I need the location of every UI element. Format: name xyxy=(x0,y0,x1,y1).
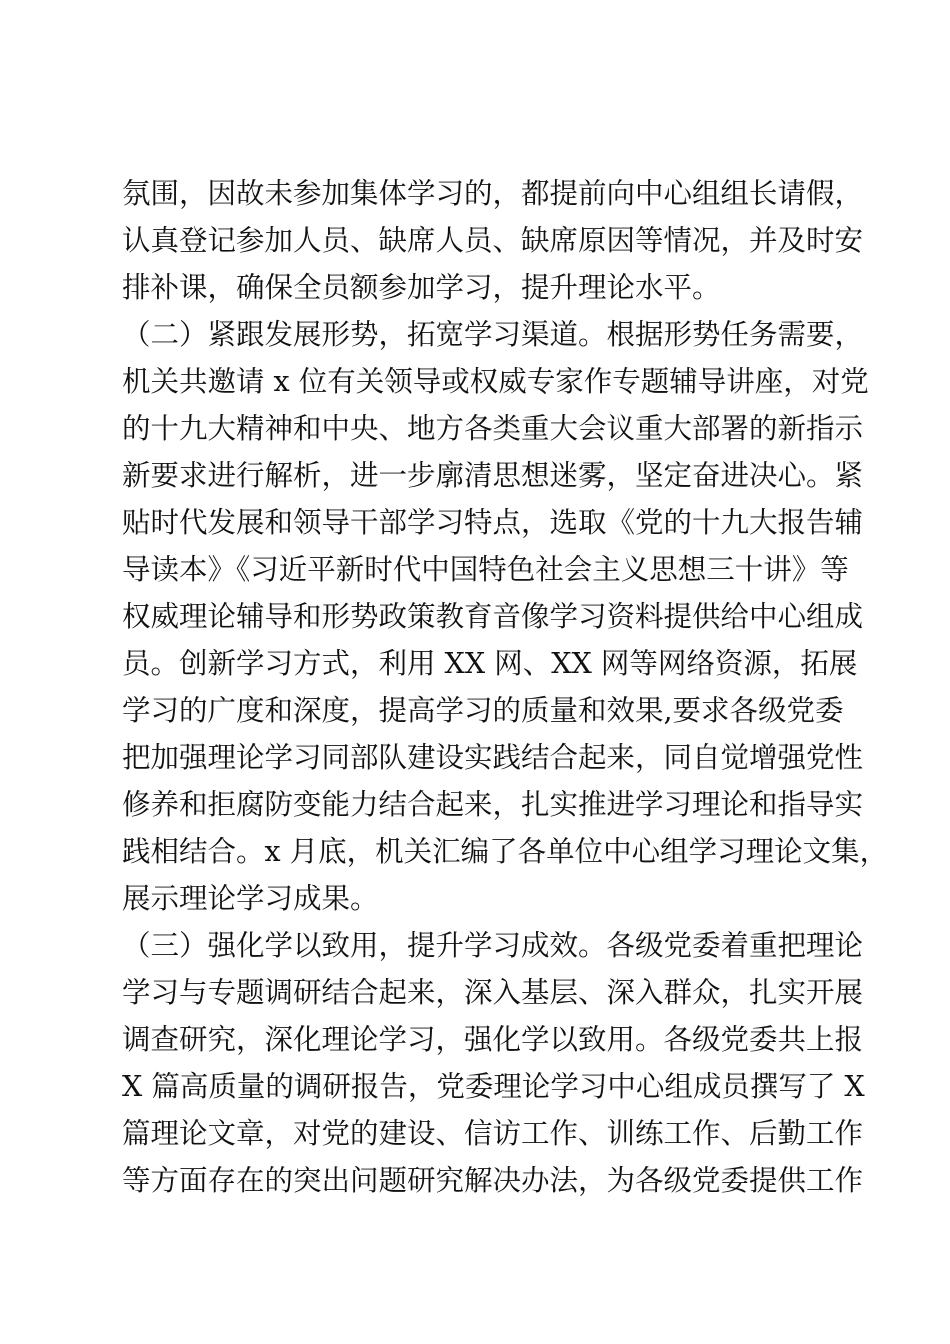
text-line: 等方面存在的突出问题研究解决办法，为各级党委提供工作 xyxy=(122,1164,864,1197)
text-line: 展示理论学习成果。 xyxy=(122,882,379,915)
text-line: 贴时代发展和领导干部学习特点，选取《党的十九大报告辅 xyxy=(122,506,864,539)
text-line: 权威理论辅导和形势政策教育音像学习资料提供给中心组成 xyxy=(122,600,864,633)
text-line: 学习与专题调研结合起来，深入基层、深入群众，扎实开展 xyxy=(122,976,864,1009)
text-line: 新要求进行解析，进一步廓清思想迷雾，坚定奋进决心。紧 xyxy=(122,459,864,492)
text-line: 员。创新学习方式，利用 XX 网、XX 网等网络资源，拓展 xyxy=(122,647,858,680)
text-line: 篇理论文章，对党的建设、信访工作、训练工作、后勤工作 xyxy=(122,1117,864,1150)
text-line: 排补课，确保全员额参加学习，提升理论水平。 xyxy=(122,271,721,304)
text-line: 践相结合。x 月底，机关汇编了各单位中心组学习理论文集， xyxy=(122,835,889,868)
text-line: 认真登记参加人员、缺席人员、缺席原因等情况，并及时安 xyxy=(122,224,864,257)
text-line: 的十九大精神和中央、地方各类重大会议重大部署的新指示 xyxy=(122,412,864,445)
text-line: 把加强理论学习同部队建设实践结合起来，同自觉增强党性 xyxy=(122,741,864,774)
text-line: 机关共邀请 x 位有关领导或权威专家作专题辅导讲座，对党 xyxy=(122,365,869,398)
section-heading-line: （三）强化学以致用，提升学习成效。各级党委着重把理论 xyxy=(122,929,864,962)
text-line: 调查研究，深化理论学习，强化学以致用。各级党委共上报 xyxy=(122,1023,864,1056)
text-line: X 篇高质量的调研报告，党委理论学习中心组成员撰写了 X xyxy=(122,1070,865,1103)
section-heading-line: （二）紧跟发展形势，拓宽学习渠道。根据形势任务需要， xyxy=(122,318,864,351)
text-line: 氛围，因故未参加集体学习的，都提前向中心组组长请假， xyxy=(122,177,864,210)
text-line: 学习的广度和深度，提高学习的质量和效果,要求各级党委 xyxy=(122,694,844,727)
text-line: 修养和拒腐防变能力结合起来，扎实推进学习理论和指导实 xyxy=(122,788,864,821)
text-line: 导读本》《习近平新时代中国特色社会主义思想三十讲》等 xyxy=(122,553,849,586)
